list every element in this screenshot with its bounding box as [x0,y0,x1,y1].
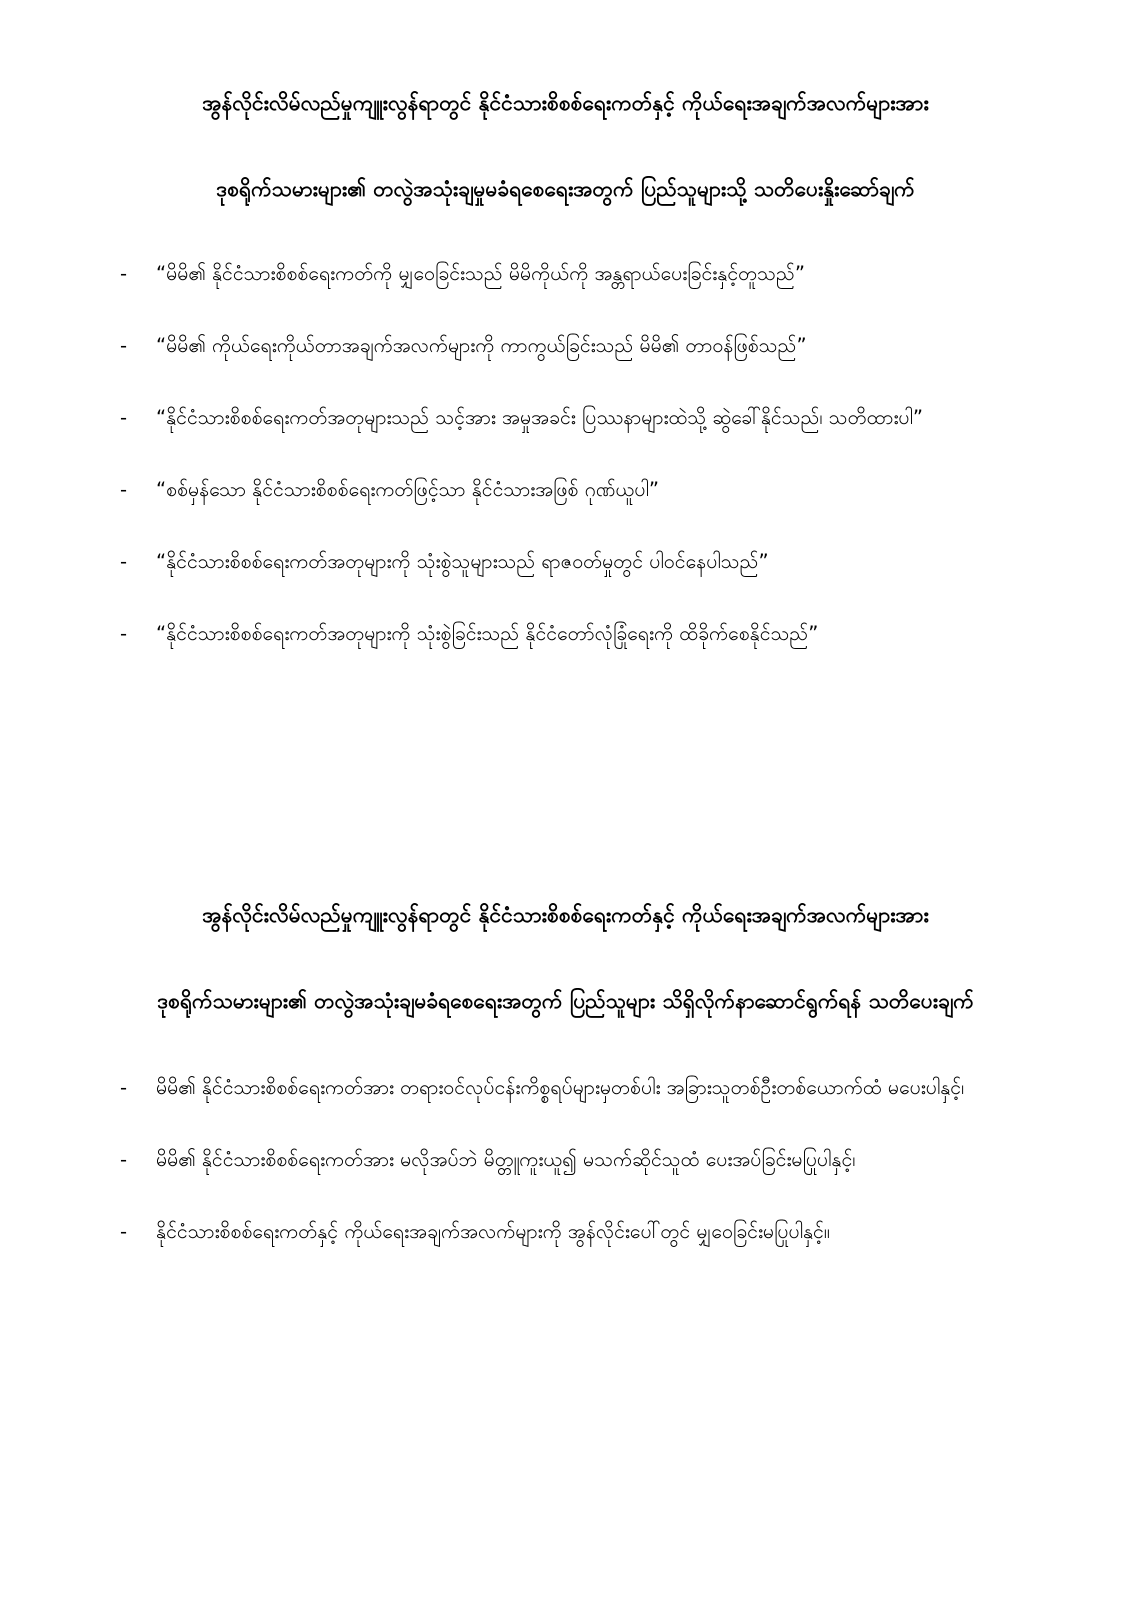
heading-line: အွန်လိုင်းလိမ်လည်မှုကျူးလွန်ရာတွင် နိုင်ငံသားစိစစ်ရေးကတ်နှင့် ကိုယ်ရေးအချက်အလက်များအား [202,91,929,115]
list-item [0,1124,1131,1196]
guidance-list [0,1052,1131,1268]
guidance-section [0,872,1131,1268]
bullet-dash: - [120,406,128,429]
list-item [0,454,1131,526]
list-item-text: “နိုင်ငံသားစိစစ်ရေးကတ်အတုများကို သုံးစွဲသူများသည် ရာဇဝတ်မှုတွင် ပါဝင်နေပါသည်” [156,550,769,573]
list-item-text: “နိုင်ငံသားစိစစ်ရေးကတ်အတုများသည် သင့်အား အမှုအခင်း ပြဿနာများထဲသို့ ဆွဲခေါ်နိုင်သည်၊ သတိထားပါ” [156,406,923,429]
list-item-text: “မိမိ၏ နိုင်ငံသားစိစစ်ရေးကတ်ကို မျှဝေခြင်းသည် မိမိကိုယ်ကို အန္တရာယ်ပေးခြင်းနှင့်တူသည်” [156,262,805,285]
list-item [0,1196,1131,1268]
bullet-dash: - [120,1220,128,1243]
slogan-list [0,238,1131,670]
list-item-text: “မိမိ၏ ကိုယ်ရေးကိုယ်တာအချက်အလက်များကို ကာကွယ်ခြင်းသည် မိမိ၏ တာဝန်ဖြစ်သည်” [156,334,807,357]
list-item-text: နိုင်ငံသားစိစစ်ရေးကတ်နှင့် ကိုယ်ရေးအချက်အလက်များကို အွန်လိုင်းပေါ်တွင် မျှဝေခြင်းမပြုပါနှင့်။ [156,1220,830,1243]
list-item-text: မိမိ၏ နိုင်ငံသားစိစစ်ရေးကတ်အား တရားဝင်လုပ်ငန်းကိစ္စရပ်များမှတစ်ပါး အခြားသူတစ်ဦးတစ်ယောက်ထံ မပေးပါနှင့်၊ [156,1076,965,1099]
list-item [0,526,1131,598]
heading-line: အွန်လိုင်းလိမ်လည်မှုကျူးလွန်ရာတွင် နိုင်ငံသားစိစစ်ရေးကတ်နှင့် ကိုယ်ရေးအချက်အလက်များအား [202,903,929,927]
bullet-dash: - [120,1148,128,1171]
bullet-dash: - [120,550,128,573]
list-item [0,1052,1131,1124]
list-item [0,310,1131,382]
list-item-text: မိမိ၏ နိုင်ငံသားစိစစ်ရေးကတ်အား မလိုအပ်ဘဲ မိတ္တူကူးယူ၍ မသက်ဆိုင်သူထံ ပေးအပ်ခြင်းမပြုပါနှင့်၊ [156,1148,856,1171]
warning-section [0,60,1131,670]
bullet-dash: - [120,622,128,645]
list-item [0,238,1131,310]
bullet-dash: - [120,262,128,285]
heading-line: ဒုစရိုက်သမားများ၏ တလွဲအသုံးချမခံရစေရေးအတွက် ပြည်သူများ သိရှိလိုက်နာဆောင်ရွက်ရန် သတိပေးချက် [157,989,974,1013]
list-item [0,598,1131,670]
section-heading [0,60,1131,232]
heading-line: ဒုစရိုက်သမားများ၏ တလွဲအသုံးချမှုမခံရစေရေးအတွက် ပြည်သူများသို့ သတိပေးနှိုးဆော်ချက် [216,177,915,201]
list-item-text: “စစ်မှန်သော နိုင်ငံသားစိစစ်ရေးကတ်ဖြင့်သာ နိုင်ငံသားအဖြစ် ဂုဏ်ယူပါ” [156,478,660,501]
list-item [0,382,1131,454]
section-heading [0,872,1131,1044]
bullet-dash: - [120,478,128,501]
list-item-text: “နိုင်ငံသားစိစစ်ရေးကတ်အတုများကို သုံးစွဲခြင်းသည် နိုင်ငံတော်လုံခြုံရေးကို ထိခိုက်စေနိုင်သည်” [156,622,819,645]
bullet-dash: - [120,1076,128,1099]
bullet-dash: - [120,334,128,357]
